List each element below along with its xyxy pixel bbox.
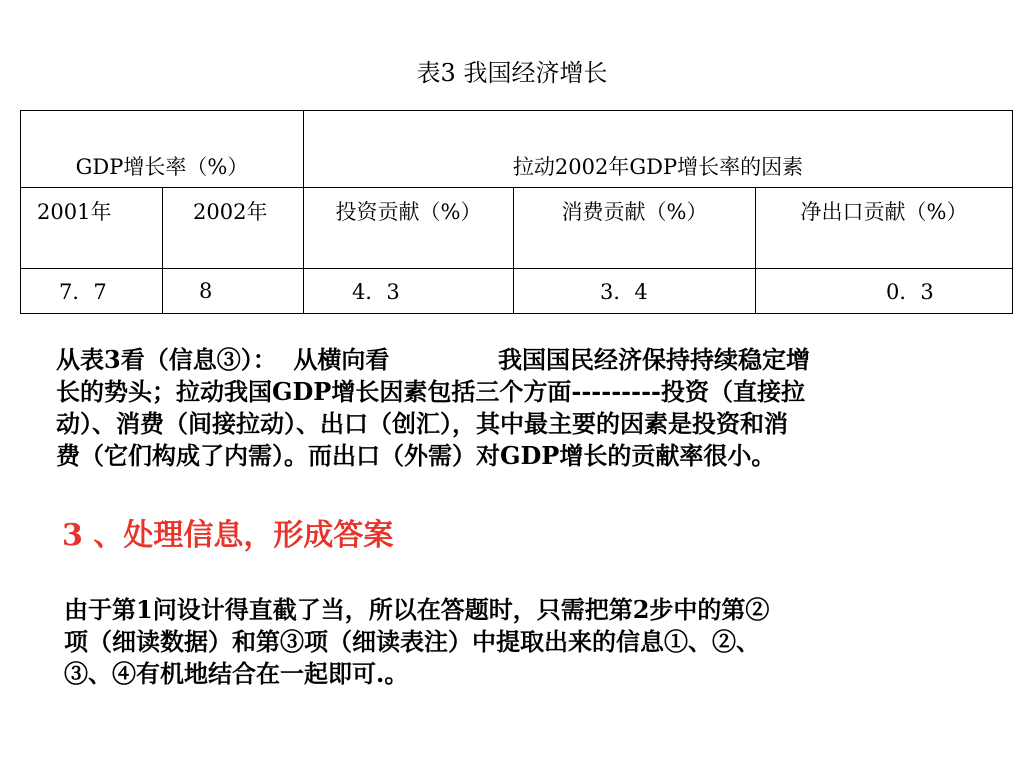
- answer-line-1: 由于第1问设计得直截了当，所以在答题时，只需把第2步中的第②: [64, 595, 770, 624]
- header-net-export-contribution: 净出口贡献（%）: [756, 188, 1013, 269]
- analysis-paragraph: [56, 344, 976, 472]
- analysis-line-1: 从表3看（信息③）： 从横向看 我国国民经济保持持续稳定增: [56, 345, 811, 374]
- answer-line-2: 项（细读数据）和第③项（细读表注）中提取出来的信息①、②、: [64, 627, 760, 656]
- value-2002-growth: 8: [163, 269, 304, 314]
- gdp-growth-table: [20, 110, 1013, 314]
- value-2001-growth: 7．7: [21, 269, 163, 314]
- header-year-2002: 2002年: [163, 188, 304, 269]
- analysis-line-4: 费（它们构成了内需）。而出口（外需）对GDP增长的贡献率很小。: [56, 441, 776, 470]
- header-consumption-contribution: 消费贡献（%）: [514, 188, 756, 269]
- value-consumption: 3．4: [514, 269, 756, 314]
- answer-line-3: ③、④有机地结合在一起即可.。: [64, 659, 409, 688]
- section-heading: 3 、处理信息，形成答案: [62, 518, 394, 553]
- analysis-line-3: 动）、消费（间接拉动）、出口（创汇），其中最主要的因素是投资和消: [56, 409, 788, 438]
- header-gdp-growth-rate: GDP增长率（%）: [21, 111, 304, 188]
- analysis-line-2: 长的势头；拉动我国GDP增长因素包括三个方面---------投资（直接拉: [56, 377, 806, 406]
- header-investment-contribution: 投资贡献（%）: [304, 188, 514, 269]
- answer-paragraph: [64, 594, 984, 690]
- header-growth-factors: 拉动2002年GDP增长率的因素: [304, 111, 1013, 188]
- table-title: 表3 我国经济增长: [416, 59, 608, 87]
- header-year-2001: 2001年: [21, 188, 163, 269]
- value-investment: 4．3: [304, 269, 514, 314]
- value-net-export: 0．3: [756, 269, 1013, 314]
